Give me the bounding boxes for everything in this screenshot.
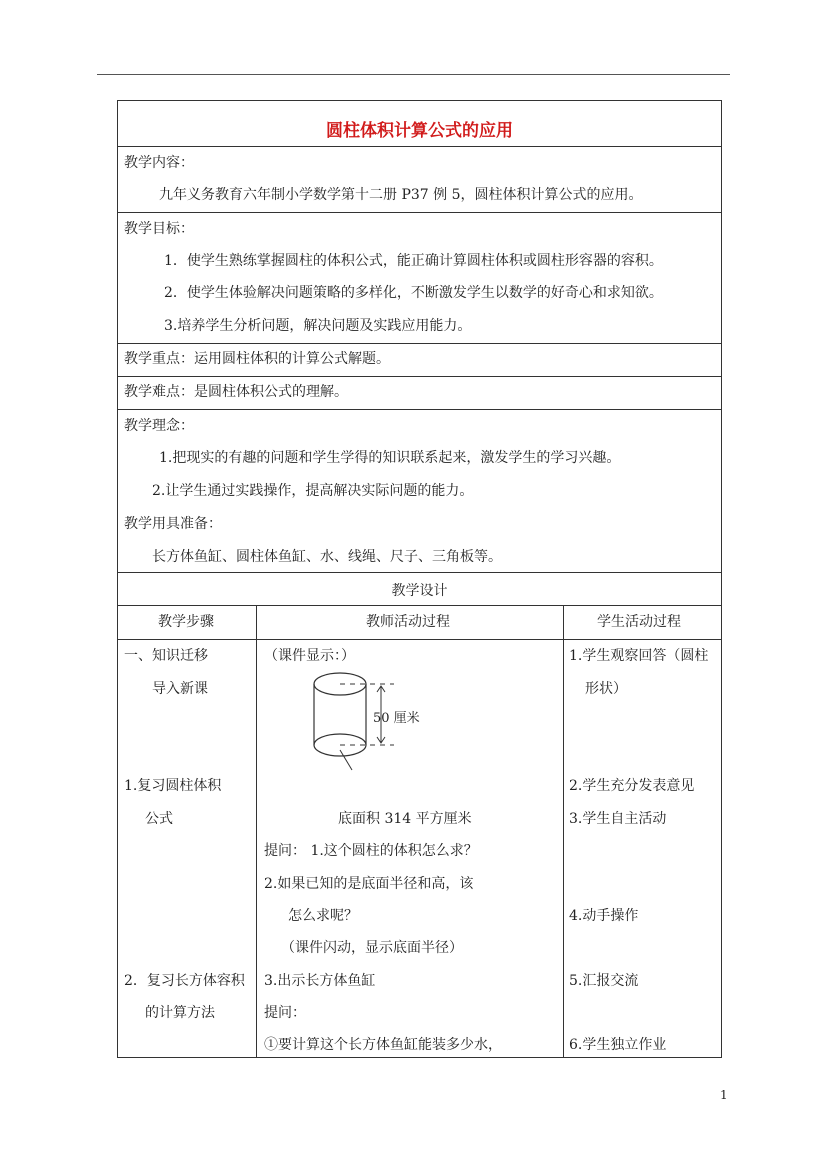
column-divider [563, 606, 564, 639]
step-label: 的计算方法 [145, 1005, 215, 1021]
design-body-row [118, 639, 721, 1058]
base-pointer-line [340, 750, 352, 770]
tools-text: 长方体鱼缸、圆柱体鱼缸、水、线绳、尺子、三角板等。 [152, 549, 502, 565]
teacher-question: ①要计算这个长方体鱼缸能装多少水， [264, 1037, 502, 1053]
base-area-label: 底面积 314 平方厘米 [338, 811, 472, 827]
objectives-row [118, 212, 721, 343]
lesson-plan-table [117, 100, 722, 1058]
objective-item: 2．使学生体验解决问题策略的多样化，不断激发学生以数学的好奇心和求知欲。 [164, 285, 663, 301]
step-label: 公式 [145, 811, 173, 827]
objective-item: 1．使学生熟练掌握圆柱的体积公式，能正确计算圆柱体积或圆柱形容器的容积。 [164, 253, 663, 269]
col-header-teacher: 教师活动过程 [366, 614, 450, 630]
step-label: 1.复习圆柱体积 [124, 778, 222, 794]
teacher-question: 提问： 1.这个圆柱的体积怎么求？ [264, 843, 478, 859]
student-activity: 4.动手操作 [569, 908, 639, 924]
column-divider [563, 640, 564, 1058]
col-header-student: 学生活动过程 [597, 614, 681, 630]
height-label: 50 厘米 [373, 711, 420, 726]
student-activity: 6.学生独立作业 [569, 1037, 667, 1053]
student-activity: 1.学生观察回答（圆柱 [569, 648, 709, 664]
column-divider [256, 606, 257, 639]
tools-label: 教学用具准备： [124, 516, 222, 532]
courseware-label: （课件显示：） [264, 648, 355, 664]
step-label: 导入新课 [152, 681, 208, 697]
design-heading: 教学设计 [391, 583, 448, 599]
teacher-question: 怎么求呢？ [288, 908, 358, 924]
header-rule [97, 74, 730, 75]
design-header-row [118, 605, 721, 639]
content-text: 九年义务教育六年制小学数学第十二册 P37 例 5，圆柱体积计算公式的应用。 [159, 187, 643, 203]
difficulty-text: 教学难点：是圆柱体积公式的理解。 [124, 384, 348, 400]
difficulty-row [118, 376, 721, 409]
philosophy-label: 教学理念： [124, 418, 194, 434]
objectives-label: 教学目标： [124, 221, 194, 237]
student-activity: 2.学生充分发表意见 [569, 778, 695, 794]
step-label: 一、知识迁移 [124, 648, 208, 664]
teacher-note: （课件闪动，显示底面半径） [281, 940, 463, 956]
philosophy-row [118, 409, 721, 572]
document-title: 圆柱体积计算公式的应用 [326, 121, 513, 141]
step-label: 2．复习长方体容积 [124, 973, 245, 989]
key-point-text: 教学重点：运用圆柱体积的计算公式解题。 [124, 351, 390, 367]
student-activity: 3.学生自主活动 [569, 811, 667, 827]
key-point-row [118, 343, 721, 376]
student-activity: 形状） [585, 681, 627, 697]
philosophy-item: 1.把现实的有趣的问题和学生学得的知识联系起来，激发学生的学习兴趣。 [159, 450, 621, 466]
column-divider [256, 640, 257, 1058]
content-label: 教学内容： [124, 155, 194, 171]
content-row [118, 146, 721, 212]
title-row [118, 101, 721, 146]
teacher-step: 3.出示长方体鱼缸 [264, 973, 376, 989]
cylinder-bottom-back [314, 734, 366, 745]
teacher-question: 2.如果已知的是底面半径和高，该 [264, 876, 474, 892]
cylinder-diagram [308, 670, 458, 790]
col-header-steps: 教学步骤 [158, 614, 214, 630]
objective-item: 3.培养学生分析问题，解决问题及实践应用能力。 [164, 318, 472, 334]
student-activity: 5.汇报交流 [569, 973, 639, 989]
teacher-ask: 提问： [264, 1005, 306, 1021]
page-number: 1 [720, 1088, 728, 1102]
design-heading-row [118, 572, 721, 605]
philosophy-item: 2.让学生通过实践操作，提高解决实际问题的能力。 [152, 483, 474, 499]
